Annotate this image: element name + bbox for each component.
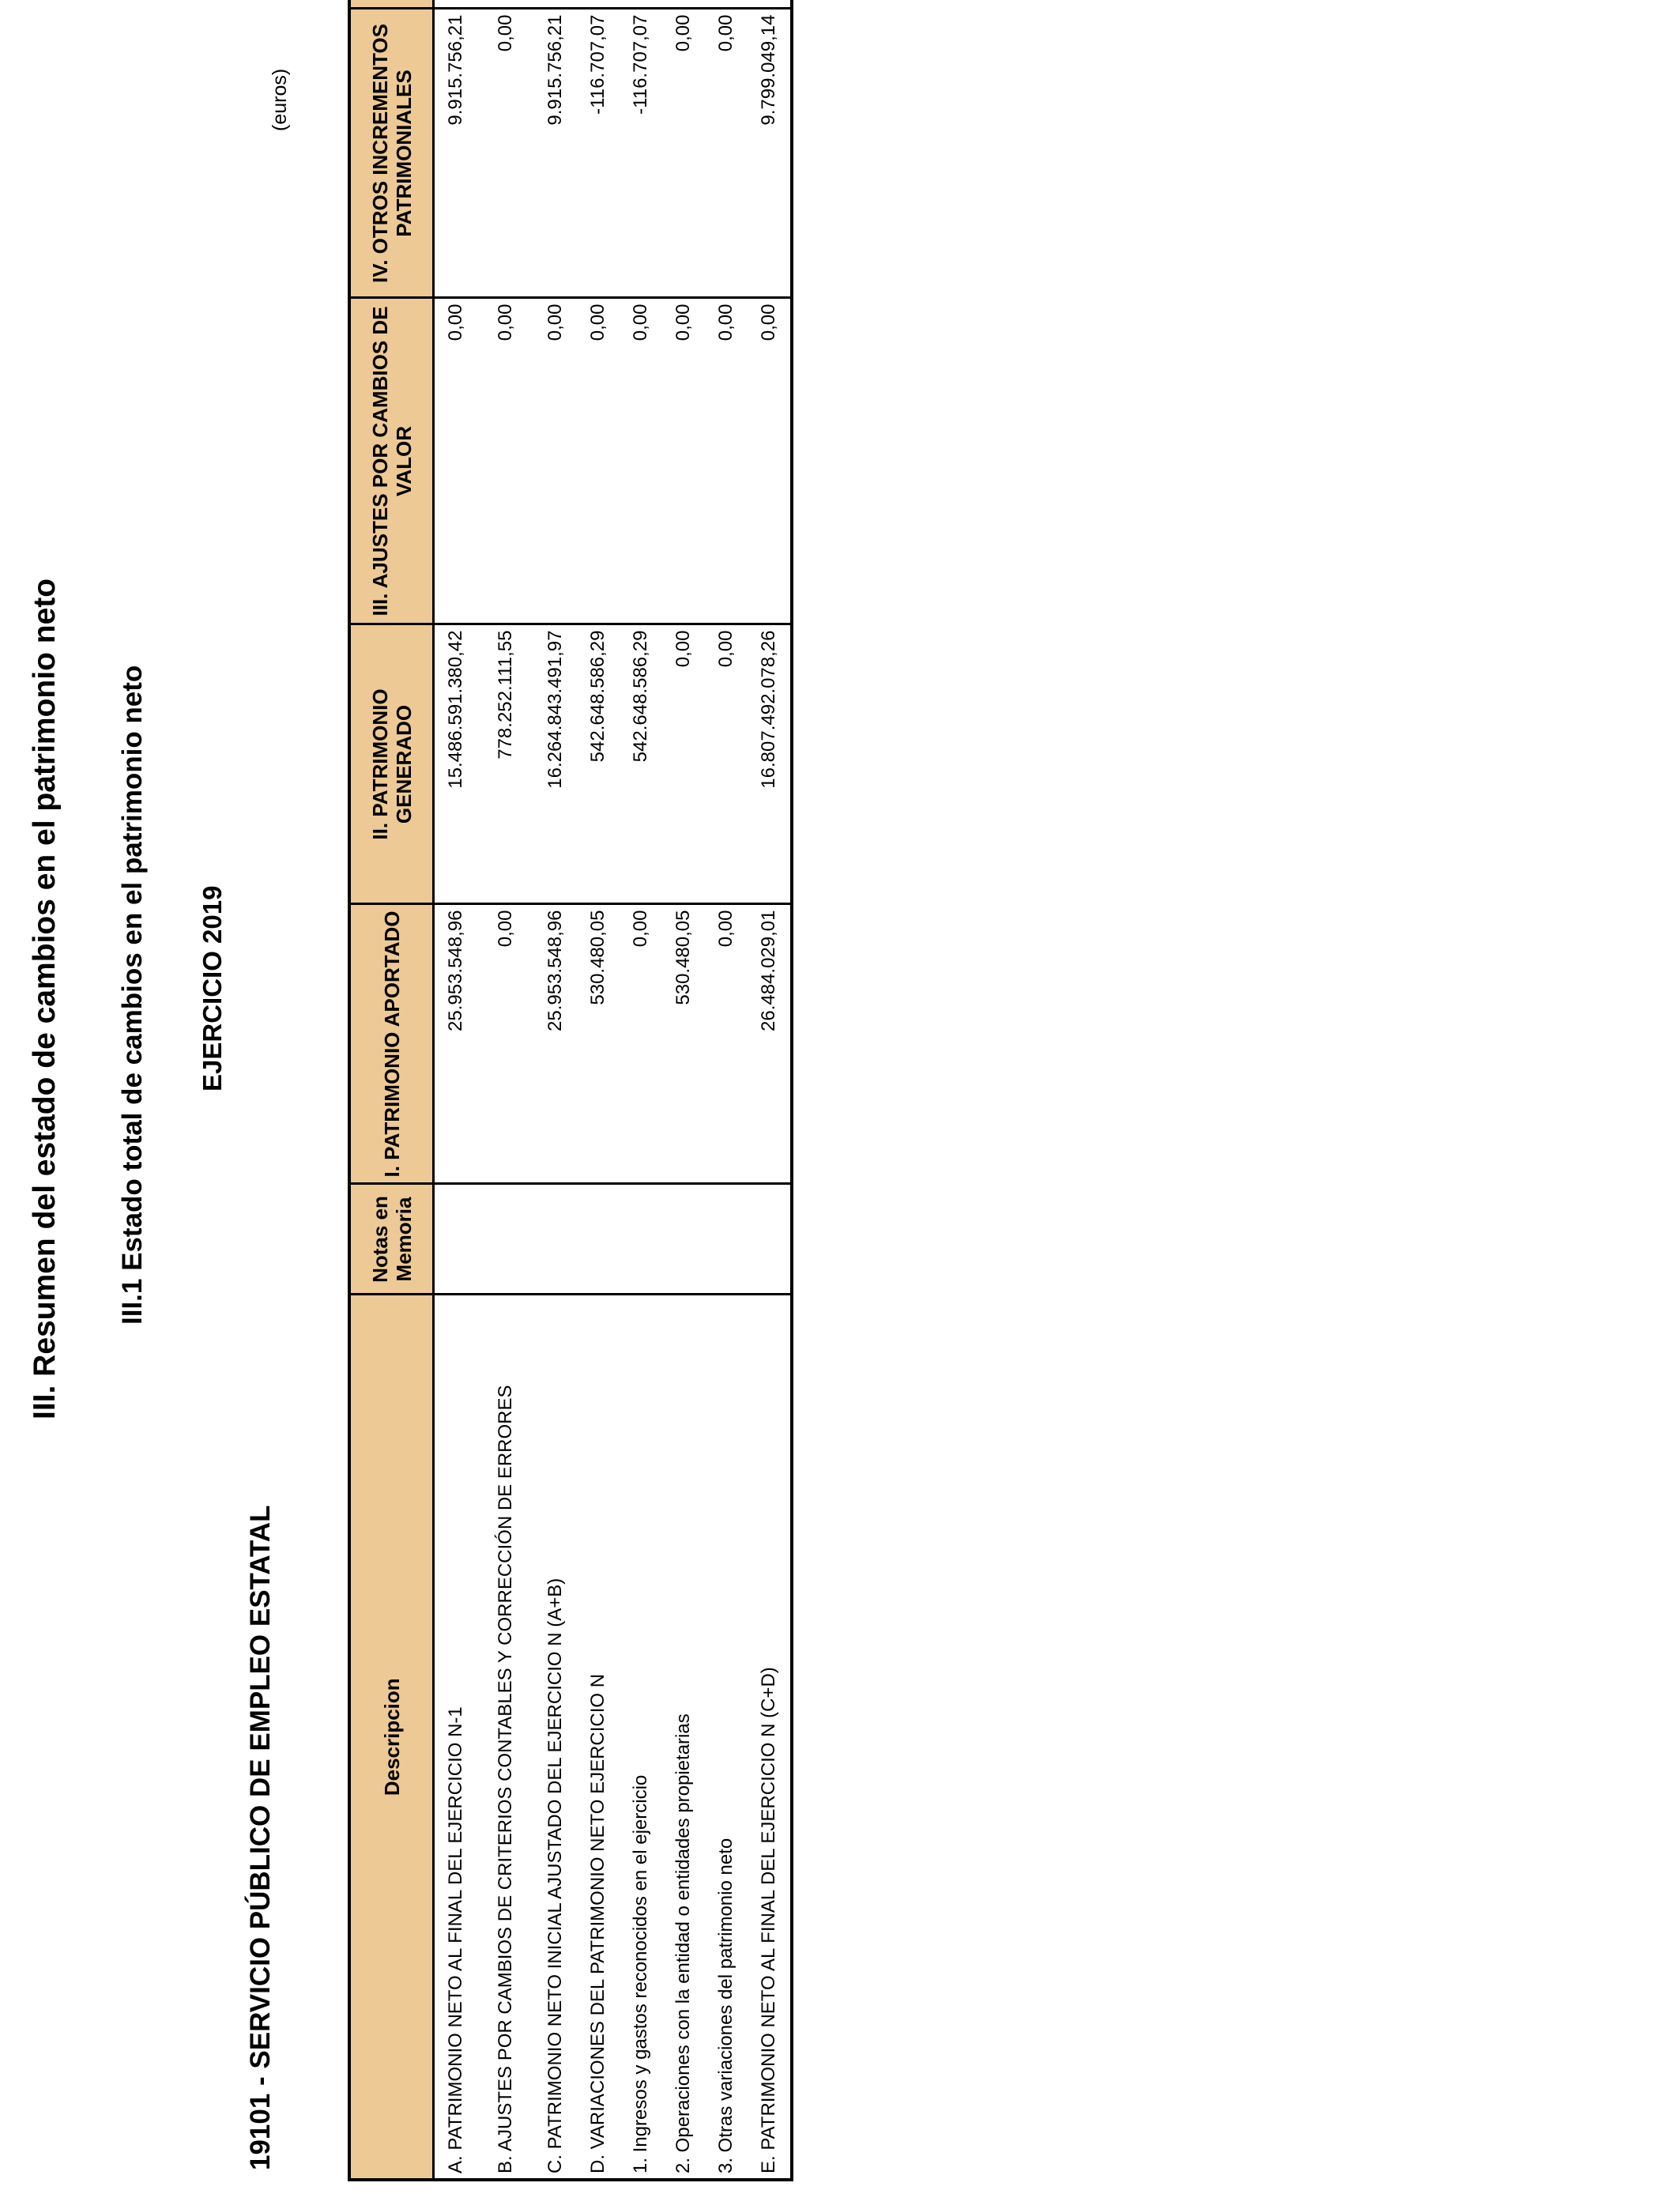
row-otros: 0,00 — [705, 9, 748, 298]
row-total — [748, 0, 792, 9]
row-aportado: 25.953.548,96 — [534, 904, 577, 1184]
row-notas — [748, 1184, 792, 1295]
row-ajustes: 0,00 — [705, 298, 748, 624]
row-total — [534, 0, 577, 9]
row-aportado: 25.953.548,96 — [434, 904, 478, 1184]
row-ajustes: 0,00 — [534, 298, 577, 624]
entity-title: 19101 - SERVICIO PÚBLICO DE EMPLEO ESTATAL — [245, 1505, 276, 2170]
header-ajustes: III. AJUSTES POR CAMBIOS DE VALOR — [349, 298, 434, 624]
row-description: A. PATRIMONIO NETO AL FINAL DEL EJERCICIO N-1 — [434, 1295, 478, 2180]
row-ajustes: 0,00 — [477, 298, 534, 624]
row-otros: 9.915.756,21 — [434, 9, 478, 298]
unit-label: (euros) — [269, 68, 291, 131]
table-row — [477, 0, 534, 2180]
table-row — [620, 0, 662, 2180]
row-generado: 0,00 — [705, 624, 748, 904]
table-row — [434, 0, 478, 2180]
table-row — [534, 0, 577, 2180]
row-total — [662, 0, 705, 9]
row-description: B. AJUSTES POR CAMBIOS DE CRITERIOS CONTABLES Y CORRECCIÓN DE ERRORES — [477, 1295, 534, 2180]
row-generado: 15.486.591.380,42 — [434, 624, 478, 904]
row-notas — [705, 1184, 748, 1295]
year-title: EJERCICIO 2019 — [198, 885, 227, 1091]
row-otros: 0,00 — [662, 9, 705, 298]
row-aportado: 530.480,05 — [577, 904, 620, 1184]
table-row — [577, 0, 620, 2180]
row-total — [705, 0, 748, 9]
table-row — [662, 0, 705, 2180]
row-description: 1. Ingresos y gastos reconocidos en el ejercicio — [620, 1295, 662, 2180]
row-otros: 9.799.049,14 — [748, 9, 792, 298]
row-notas — [620, 1184, 662, 1295]
row-otros: -116.707,07 — [620, 9, 662, 298]
row-aportado: 0,00 — [620, 904, 662, 1184]
table-row — [748, 0, 792, 2180]
row-ajustes: 0,00 — [434, 298, 478, 624]
row-total — [434, 0, 478, 9]
row-notas — [534, 1184, 577, 1295]
row-generado: 16.807.492.078,26 — [748, 624, 792, 904]
row-aportado: 0,00 — [705, 904, 748, 1184]
row-ajustes: 0,00 — [620, 298, 662, 624]
header-generado: II. PATRIMONIO GENERADO — [349, 624, 434, 904]
row-generado: 778.252.111,55 — [477, 624, 534, 904]
header-descripcion: Descripcion — [349, 1295, 434, 2180]
row-description: D. VARIACIONES DEL PATRIMONIO NETO EJERCICIO N — [577, 1295, 620, 2180]
row-aportado: 0,00 — [477, 904, 534, 1184]
header-total — [349, 0, 434, 9]
row-description: E. PATRIMONIO NETO AL FINAL DEL EJERCICIO N (C+D) — [748, 1295, 792, 2180]
row-total — [577, 0, 620, 9]
equity-changes-table — [348, 0, 793, 2181]
section-title: III.1 Estado total de cambios en el patrimonio neto — [117, 665, 148, 1325]
row-description: C. PATRIMONIO NETO INICIAL AJUSTADO DEL EJERCICIO N (A+B) — [534, 1295, 577, 2180]
row-ajustes: 0,00 — [577, 298, 620, 624]
row-aportado: 26.484.029,01 — [748, 904, 792, 1184]
row-otros: 9.915.756,21 — [534, 9, 577, 298]
row-generado: 16.264.843.491,97 — [534, 624, 577, 904]
header-notas: Notas en Memoria — [349, 1184, 434, 1295]
row-aportado: 530.480,05 — [662, 904, 705, 1184]
row-generado: 0,00 — [662, 624, 705, 904]
row-notas — [577, 1184, 620, 1295]
row-otros: -116.707,07 — [577, 9, 620, 298]
row-description: 3. Otras variaciones del patrimonio neto — [705, 1295, 748, 2180]
row-ajustes: 0,00 — [662, 298, 705, 624]
row-otros: 0,00 — [477, 9, 534, 298]
row-description: 2. Operaciones con la entidad o entidades propietarias — [662, 1295, 705, 2180]
row-notas — [662, 1184, 705, 1295]
table-header-row — [349, 0, 434, 2180]
row-generado: 542.648.586,29 — [620, 624, 662, 904]
header-aportado: I. PATRIMONIO APORTADO — [349, 904, 434, 1184]
row-total — [477, 0, 534, 9]
main-title: III. Resumen del estado de cambios en el patrimonio neto — [28, 578, 62, 1419]
header-otros: IV. OTROS INCREMENTOS PATRIMONIALES — [349, 9, 434, 298]
table-row — [705, 0, 748, 2180]
row-ajustes: 0,00 — [748, 298, 792, 624]
row-notas — [434, 1184, 478, 1295]
row-notas — [477, 1184, 534, 1295]
row-total — [620, 0, 662, 9]
row-generado: 542.648.586,29 — [577, 624, 620, 904]
